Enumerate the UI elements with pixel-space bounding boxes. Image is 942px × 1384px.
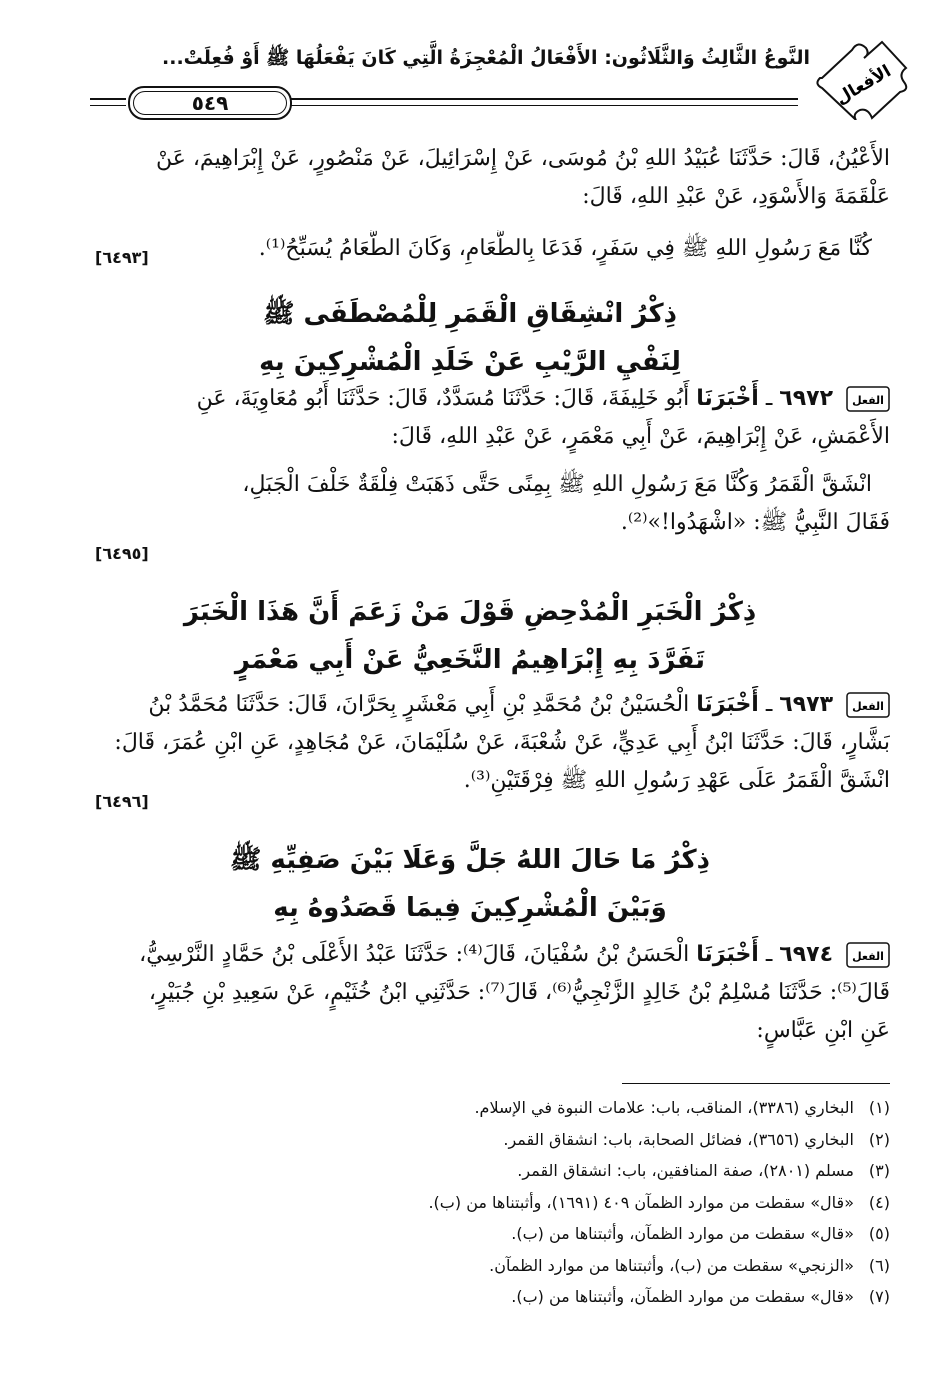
hadith-tag-icon (846, 385, 890, 413)
text-span: أَبُو خَلِيفَةَ، قَالَ: حَدَّثَنَا مُسَدَّدٌ، قَالَ: حَدَّثَنَا أَبُو مُعَاوِيَةَ، عَنِ (196, 386, 690, 411)
hadith-tag-label: الفعل (852, 700, 884, 713)
text-span: الْحُسَيْنُ بْنُ مُحَمَّدِ بْنِ أَبِي مَعْشَرٍ بِحَرَّانَ، قَالَ: حَدَّثَنَا مُحَمَّدُ بْنُ (148, 692, 690, 717)
text-line: عَنِ ابْنِ عَبَّاسٍ: (756, 1018, 890, 1043)
ikhbar-word: أَخْبَرَنَا (696, 692, 759, 717)
footnote-text: البخاري (٣٦٥٦)، فضائل الصحابة، باب: انشقاق القمر. (503, 1129, 854, 1149)
text-line: الفعل ٦٩٧٤ ـ أَخْبَرَنَا الْحَسَنُ بْنُ سُفْيَانَ، قَالَ⁽⁴⁾: حَدَّثَنَا عَبْدُ الأَعْلَى بْنُ حَمَّادٍ النَّرْسِيُّ، (52, 936, 890, 974)
hadith-tag-label: الفعل (852, 394, 884, 407)
footnote-number: (٥) (868, 1224, 890, 1243)
section-heading (90, 290, 850, 386)
footnote-text: البخاري (٣٣٨٦)، المناقب، باب: علامات النبوة في الإسلام. (474, 1098, 854, 1117)
heading-line: لِنَفْيِ الرَّيْبِ عَنْ خَلَدِ الْمُشْرِكِينَ بِهِ (259, 347, 681, 377)
text-line: انْشَقَّ الْقَمَرُ وَكُنَّا مَعَ رَسُولِ اللهِ ﷺ بِمِنًى حَتَّى ذَهَبَتْ فِلْقَةٌ خَلْفَ الْجَبَلِ، (242, 472, 872, 497)
footnote (52, 1124, 890, 1156)
footnote-text: مسلم (٢٨٠١)، صفة المنافقين، باب: انشقاق القمر. (517, 1161, 854, 1180)
footnote (52, 1218, 890, 1250)
footnote (52, 1281, 890, 1313)
text-line: الأَعْيُنُ، قَالَ: حَدَّثَنَا عُبَيْدُ اللهِ بْنُ مُوسَى، عَنْ إِسْرَائِيلَ، عَنْ مَنْصُورٍ، عَنْ إِبْرَاهِيمَ، عَنْ (155, 146, 890, 171)
heading-line: ذِكْرُ انْشِقَاقِ الْقَمَرِ لِلْمُصْطَفَى ﷺ (263, 299, 677, 329)
hadith-number: ٦٩٧٣ (779, 692, 833, 717)
footnote-text: «قال» سقطت من موارد الظمآن ٤٠٩ (١٦٩١)، وأثبتناها من (ب). (428, 1192, 854, 1212)
ikhbar-word: أَخْبَرَنَا (696, 386, 759, 411)
hadith-number: ٦٩٧٤ (779, 942, 833, 967)
running-title: النَّوعُ الثَّالِثُ وَالثَّلَاثُون: الأَفْعَالُ الْمُعْجِزَةُ الَّتِي كَانَ يَفْعَلُهَا ﷺ أَوْ فُعِلَتْ... (162, 47, 810, 69)
heading-line: ذِكْرُ الْخَبَرِ الْمُدْحِضِ قَوْلَ مَنْ زَعَمَ أَنَّ هَذَا الْخَبَرَ (183, 597, 757, 627)
footnote-number: (٧) (868, 1287, 890, 1306)
text-line: كُنَّا مَعَ رَسُولِ اللهِ ﷺ فِي سَفَرٍ، فَدَعَا بِالطَّعَامِ، وَكَانَ الطَّعَامُ يُسَبِّحُ⁽¹⁾. (258, 236, 872, 261)
footnote (52, 1092, 890, 1124)
footnote (52, 1155, 890, 1187)
text-line: انْشَقَّ الْقَمَرُ عَلَى عَهْدِ رَسُولِ اللهِ ﷺ فِرْقَتَيْنِ⁽³⁾. (463, 768, 890, 793)
opening-hadith-text (52, 140, 890, 268)
section-heading (90, 836, 850, 932)
footnote-number: (٣) (868, 1161, 890, 1180)
hadith-6974 (52, 936, 890, 1050)
puzzle-emblem-icon (812, 38, 910, 120)
footnote-text: «الزنجي» سقطت من (ب)، وأثبتناها من موارد الظمآن. (489, 1255, 854, 1275)
heading-line: وَبَيْنَ الْمُشْرِكِينَ فِيمَا قَصَدُوهُ بِهِ (273, 893, 667, 923)
hadith-tag-icon (846, 691, 890, 719)
hadith-tag-label: الفعل (852, 950, 884, 963)
footnote-separator (622, 1083, 890, 1084)
footnote (52, 1187, 890, 1219)
text-line: عَلْقَمَةَ وَالأَسْوَدِ، عَنْ عَبْدِ اللهِ، قَالَ: (582, 184, 890, 209)
footnote-number: (١) (868, 1098, 890, 1117)
text-line: الفعل ٦٩٧٣ ـ أَخْبَرَنَا الْحُسَيْنُ بْنُ مُحَمَّدِ بْنِ أَبِي مَعْشَرٍ بِحَرَّانَ، قَالَ: حَدَّثَنَا مُحَمَّدُ بْنُ (52, 686, 890, 724)
hadith-6973 (52, 686, 890, 800)
hadith-reference: [٦٤٩٣] (95, 248, 149, 267)
footnote-number: (٦) (868, 1255, 890, 1275)
hadith-number: ٦٩٧٢ (779, 386, 833, 411)
text-line: بَشَّارٍ، قَالَ: حَدَّثَنَا ابْنُ أَبِي عَدِيٍّ، عَنْ شُعْبَةَ، عَنْ سُلَيْمَانَ، عَنْ مُجَاهِدٍ، عَنِ ابْنِ عُمَرَ، قَالَ: (114, 730, 890, 755)
hadith-tag-icon (846, 941, 890, 969)
text-line: فَقَالَ النَّبِيُّ ﷺ: «اشْهَدُوا!»⁽²⁾. (620, 510, 890, 535)
footnote (52, 1250, 890, 1282)
header-rule-left (90, 98, 126, 106)
section-heading (90, 588, 850, 684)
footnote-text: «قال» سقطت من موارد الظمآن، وأثبتناها من (ب). (511, 1287, 854, 1306)
heading-line: ذِكْرُ مَا حَالَ اللهُ جَلَّ وَعَلَا بَيْنَ صَفِيِّهِ ﷺ (229, 845, 711, 875)
emblem-label: الأفعال (832, 61, 895, 109)
text-span: الْحَسَنُ بْنُ سُفْيَانَ، قَالَ⁽⁴⁾: حَدَّثَنَا عَبْدُ الأَعْلَى بْنُ حَمَّادٍ النَّرْسِيُّ، (139, 942, 690, 967)
text-line: الفعل ٦٩٧٢ ـ أَخْبَرَنَا أَبُو خَلِيفَةَ، قَالَ: حَدَّثَنَا مُسَدَّدٌ، قَالَ: حَدَّثَنَا أَبُو مُعَاوِيَةَ، عَنِ (52, 380, 890, 418)
hadith-6972 (52, 380, 890, 542)
footnotes (52, 1092, 890, 1313)
footnote-number: (٢) (868, 1129, 890, 1149)
page-number: ٥٤٩ (128, 86, 292, 120)
footnote-number: (٤) (868, 1192, 890, 1212)
hadith-reference: [٦٤٩٥] (95, 544, 149, 563)
header-rule-right (290, 98, 798, 106)
hadith-reference: [٦٤٩٦] (95, 792, 149, 811)
text-line: الأَعْمَشِ، عَنْ إِبْرَاهِيمَ، عَنْ أَبِي مَعْمَرٍ، عَنْ عَبْدِ اللهِ، قَالَ: (391, 424, 890, 449)
footnote-text: «قال» سقطت من موارد الظمآن، وأثبتناها من (ب). (511, 1224, 854, 1243)
page-header (90, 38, 910, 128)
text-line: قَالَ⁽⁵⁾: حَدَّثَنَا مُسْلِمُ بْنُ خَالِدٍ الزَّنْجِيُّ⁽⁶⁾، قَالَ⁽⁷⁾: حَدَّثَنِي ابْنُ خُثَيْمٍ، عَنْ سَعِيدِ بْنِ جُبَيْرٍ، (148, 980, 890, 1005)
ikhbar-word: أَخْبَرَنَا (696, 942, 759, 967)
heading-line: تَفَرَّدَ بِهِ إِبْرَاهِيمُ النَّخَعِيُّ عَنْ أَبِي مَعْمَرٍ (234, 645, 706, 675)
